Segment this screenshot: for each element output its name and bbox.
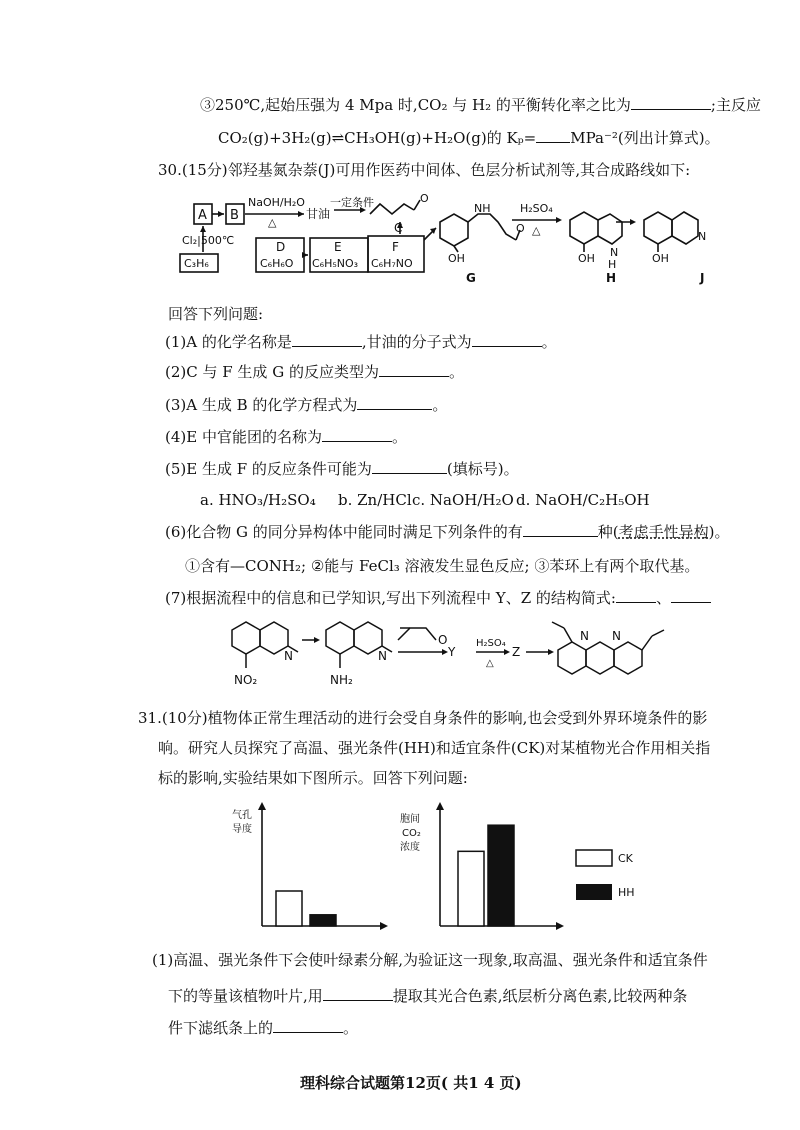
q31-line1: 31.(10分)植物体正常生理活动的进行会受自身条件的影响,也会受到外界环境条件的影 <box>138 709 708 727</box>
q29-equation: CO₂(g)+3H₂(g)⇌CH₃OH(g)+H₂O(g)的 Kₚ= <box>218 129 537 147</box>
q30-6-text: (6)化合物 G 的同分异构体中能同时满足下列条件的有 <box>165 523 523 541</box>
bar-ck <box>276 891 302 926</box>
formula-D: C₆H₆O <box>260 257 294 270</box>
no2-label: NO₂ <box>234 673 258 687</box>
answer-blank <box>357 395 432 410</box>
q29-line1 <box>200 95 761 115</box>
q29-line1-text: ③250℃,起始压强为 4 Mpa 时,CO₂ 与 H₂ 的平衡转化率之比为 <box>200 96 631 114</box>
q30-1-mid: ,甘油的分子式为 <box>361 333 472 351</box>
label-C: C <box>394 221 403 235</box>
option-b: b. Zn/HCl <box>338 491 412 509</box>
formula-F: C₆H₇NO <box>371 257 413 270</box>
n-atom-1: N <box>284 649 293 663</box>
q31-line3: 标的影响,实验结果如下图所示。回答下列问题: <box>158 769 468 787</box>
answer-prompt: 回答下列问题: <box>168 305 264 323</box>
q30-3 <box>165 395 447 415</box>
answer-blank <box>273 1018 343 1033</box>
q30-7-text: (7)根据流程中的信息和已学知识,写出下列流程中 Y、Z 的结构简式: <box>165 589 616 607</box>
answer-blank <box>523 522 598 537</box>
q31-1-text2: 件下滤纸条上的 <box>168 1019 274 1037</box>
q29-line1-end: ;主反应 <box>710 96 761 114</box>
oh-J: OH <box>652 252 669 265</box>
q30-3-text: (3)A 生成 B 的化学方程式为 <box>165 396 358 414</box>
q31-1-mid: 提取其光合色素,纸层析分离色素,比较两种条 <box>392 987 688 1005</box>
q30-5-end: (填标号)。 <box>446 460 519 478</box>
answer-blank <box>472 332 542 347</box>
h-atom: H <box>608 258 617 271</box>
bar-hh <box>488 825 514 926</box>
q30-4 <box>165 427 407 447</box>
q30-5 <box>165 459 519 479</box>
h2so4-label-2: H₂SO₄ <box>476 638 506 649</box>
q30-3-end: 。 <box>432 396 448 414</box>
heat-symbol: △ <box>268 216 277 229</box>
page-footer: 理科综合试题第12页( 共1 4 页) <box>300 1074 522 1092</box>
condition-label: 一定条件 <box>330 196 374 209</box>
q7-scheme <box>220 612 670 692</box>
q30-7-sep: 、 <box>655 589 671 607</box>
answer-blank <box>616 588 656 603</box>
chart2-ylabel-1: 胞间 <box>400 814 420 825</box>
label-D: D <box>276 240 286 254</box>
option-a: a. HNO₃/H₂SO₄ <box>200 491 316 509</box>
h2so4-label: H₂SO₄ <box>520 202 553 215</box>
n-H: N <box>610 246 619 259</box>
answer-blank <box>292 332 362 347</box>
option-d: d. NaOH/C₂H₅OH <box>516 491 650 509</box>
q30-6-end: )。 <box>708 523 730 541</box>
q30-1 <box>165 332 557 352</box>
q31-line2: 响。研究人员探究了高温、强光条件(HH)和适宜条件(CK)对某植物光合作用相关指 <box>158 739 711 757</box>
label-Z: Z <box>512 645 521 659</box>
q30-7 <box>165 588 711 608</box>
q29-line2-end: MPa⁻²(列出计算式)。 <box>570 129 720 147</box>
atom-NH-G: NH <box>474 202 491 215</box>
cl2-label: Cl₂|500℃ <box>182 234 235 247</box>
q30-2-text: (2)C 与 F 生成 G 的反应类型为 <box>165 363 379 381</box>
q30-4-text: (4)E 中官能团的名称为 <box>165 428 322 446</box>
label-A: A <box>198 208 207 223</box>
reagent-naoh: NaOH/H₂O <box>248 196 305 209</box>
formula-E: C₆H₅NO₃ <box>312 257 359 270</box>
label-Y: Y <box>448 645 456 659</box>
label-G: G <box>466 271 476 285</box>
option-c: c. NaOH/H₂O <box>412 491 514 509</box>
glycerol-label: 甘油 <box>306 207 331 221</box>
q31-1-line3 <box>168 1018 358 1038</box>
bar-ck <box>458 851 484 926</box>
q30-1-text: (1)A 的化学名称是 <box>165 333 292 351</box>
synthesis-scheme <box>100 190 790 300</box>
q30-2-end: 。 <box>448 363 464 381</box>
o-atom: O <box>438 633 448 647</box>
label-J: J <box>700 271 705 285</box>
label-H: H <box>606 271 617 285</box>
answer-blank <box>671 588 711 603</box>
q31-1-line2 <box>168 986 687 1006</box>
legend-ck-label: CK <box>618 852 633 865</box>
q31-1-text: 下的等量该植物叶片,用 <box>168 987 323 1005</box>
answer-blank <box>323 986 393 1001</box>
q30-2 <box>165 362 464 382</box>
c3h6-label: C₃H₆ <box>184 257 209 270</box>
q29-line2 <box>218 128 720 148</box>
chart-intercellular-co2 <box>395 800 635 930</box>
chart1-ylabel-2: 导度 <box>232 824 252 835</box>
q30-6-emphasis: 考虑手性异构 <box>618 523 709 541</box>
n-atom-3: N <box>580 629 589 643</box>
answer-blank <box>322 427 392 442</box>
answer-blank <box>372 459 447 474</box>
label-E: E <box>334 240 342 254</box>
label-F: F <box>392 240 399 254</box>
chart-stomatal-conductance <box>225 800 395 930</box>
q31-1-end: 。 <box>343 1019 359 1037</box>
chart2-ylabel-2: CO₂ <box>402 828 421 839</box>
answer-blank <box>536 128 570 143</box>
q30-4-end: 。 <box>391 428 407 446</box>
oh-G: OH <box>448 252 465 265</box>
q30-1-end: 。 <box>541 333 557 351</box>
q30-6-conditions: ①含有—CONH₂; ②能与 FeCl₃ 溶液发生显色反应; ③苯环上有两个取代基。 <box>185 557 700 575</box>
answer-blank <box>379 362 449 377</box>
q30-6-mid: 种( <box>597 523 619 541</box>
oh-H: OH <box>578 252 595 265</box>
n-atom-4: N <box>612 629 621 643</box>
heat-symbol-3: △ <box>486 658 494 669</box>
chart1-ylabel-1: 气孔 <box>232 810 252 821</box>
chart2-ylabel-3: 浓度 <box>400 842 420 853</box>
nh2-label: NH₂ <box>330 673 353 687</box>
label-B: B <box>230 208 239 223</box>
q30-5-text: (5)E 生成 F 的反应条件可能为 <box>165 460 372 478</box>
n-atom-2: N <box>378 649 387 663</box>
legend-ck-swatch <box>576 850 612 866</box>
q31-1-line1: (1)高温、强光条件下会使叶绿素分解,为验证这一现象,取高温、强光条件和适宜条件 <box>152 951 708 969</box>
n-J: N <box>698 230 707 243</box>
bar-hh <box>310 915 336 926</box>
legend-hh-swatch <box>576 884 612 900</box>
answer-blank <box>631 95 711 110</box>
atom-O: O <box>420 192 429 205</box>
q30-6 <box>165 522 730 542</box>
heat-symbol-2: △ <box>532 224 541 237</box>
legend-hh-label: HH <box>618 886 635 899</box>
atom-O-G: O <box>516 222 525 235</box>
q30-intro: 30.(15分)邻羟基氮杂萘(J)可用作医药中间体、色层分析试剂等,其合成路线如下: <box>158 161 691 179</box>
